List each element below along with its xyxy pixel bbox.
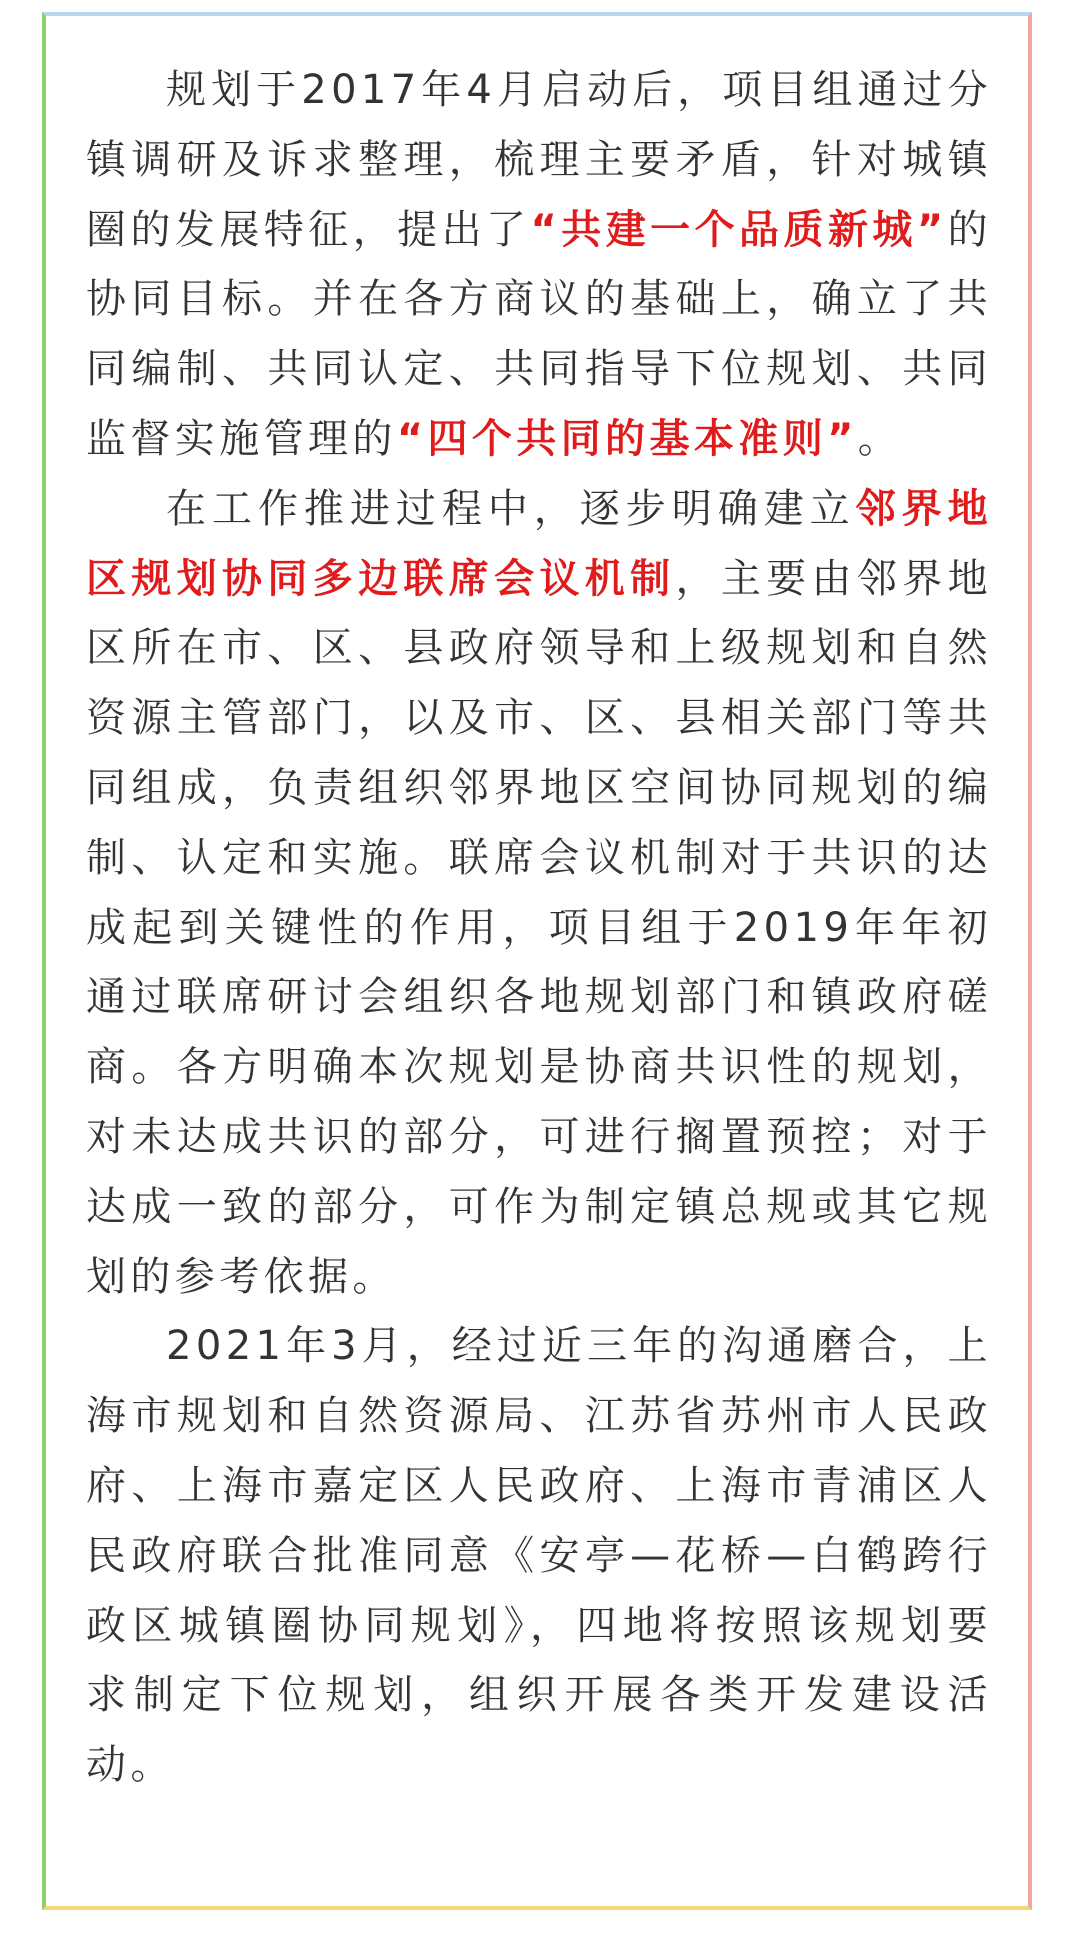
p3-text-1: 2021年3月，经过近三年的沟通磨合，上海市规划和自然资源局、江苏省苏州市人民政府、上海市嘉定区人民政府、上海市青浦区人民政府联合批准同意《安亭—花桥—白鹤跨行政区城镇圈协同规划》，四地将按照该规划要求制定下位规划，组织开展各类开发建设活动。 — [86, 1323, 992, 1789]
p2-text-1: 在工作推进过程中，逐步明确建立 — [166, 485, 856, 532]
p2-text-2: ，主要由邻界地区所在市、区、县政府领导和上级规划和自然资源主管部门，以及市、区、县相关部门等共同组成，负责组织邻界地区空间协同规划的编制、认定和实施。联席会议机制对于共识的达成起到关键性的作用，项目组于2019年年初通过联席研讨会组织各地规划部门和镇政府磋商。各方明确本次规划是协商共识性的规划，对未达成共识的部分，可进行搁置预控；对于达成一致的部分，可作为制定镇总规或其它规划的参考依据。 — [86, 555, 992, 1300]
paragraph-joint-meeting — [86, 475, 992, 1313]
p1-text-3: 。 — [857, 415, 903, 462]
p1-highlight-goal: “共建一个品质新城” — [530, 206, 948, 253]
p1-text-1: 规划于2017年4月启动后，项目组通过分镇调研及诉求整理，梳理主要矛盾，针对城镇圈的发展特征，提出了 — [86, 67, 992, 253]
p2-highlight-mechanism: 邻界地区规划协同多边联席会议机制 — [86, 485, 993, 602]
paragraph-planning-start — [86, 56, 992, 475]
p1-highlight-principles: “四个共同的基本准则” — [396, 415, 858, 462]
article-body — [86, 56, 992, 1801]
p1-text-2: 的协同目标。并在各方商议的基础上，确立了共同编制、共同认定、共同指导下位规划、共同监督实施管理的 — [86, 206, 993, 462]
paragraph-approval — [86, 1312, 992, 1801]
